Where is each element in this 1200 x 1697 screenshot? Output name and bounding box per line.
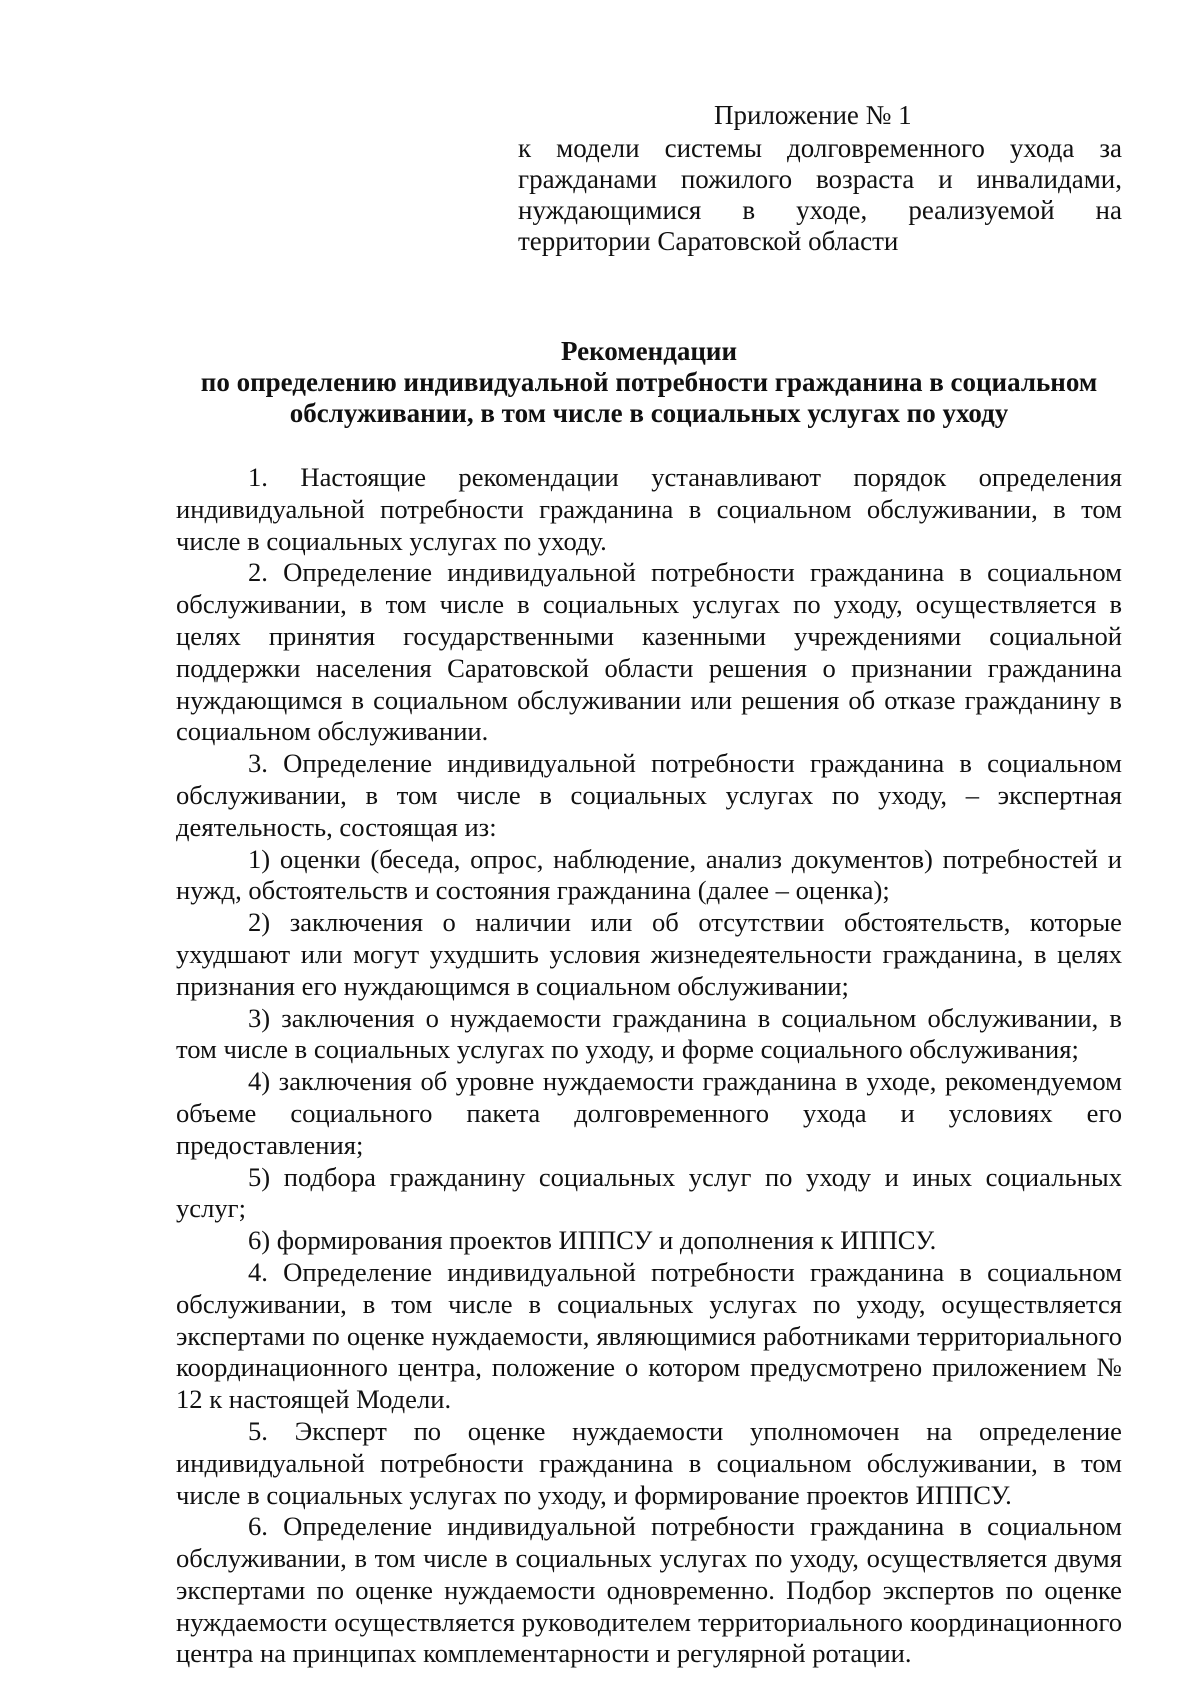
list-item-1: 1) оценки (беседа, опрос, наблюдение, анализ документов) потребностей и нужд, обстоятельств и состояния гражданина (далее – оценка);: [176, 843, 1122, 906]
list-item-6: 6) формирования проектов ИППСУ и дополнения к ИППСУ.: [248, 1225, 937, 1256]
appendix-description: к модели системы долговременного ухода за гражданами пожилого возраста и инвалидами, нуждающимися в уходе, реализуемой на территории Саратовской области: [518, 133, 1122, 256]
paragraph-1: 1. Настоящие рекомендации устанавливают порядок определения индивидуальной потребности гражданина в социальном обслуживании, в том числе в социальных услугах по уходу.: [176, 462, 1122, 556]
paragraph-6: 6. Определение индивидуальной потребности гражданина в социальном обслуживании, в том числе в социальных услугах по уходу, осуществляется двумя экспертами по оценке нуждаемости одновременно. Подбор экспертов по оценке нуждаемости осуществляется руководителем территориального координационного центра на принципах комплементарности и регулярной ротации.: [176, 1511, 1122, 1669]
title-main: Рекомендации: [560, 336, 738, 366]
appendix-number: Приложение № 1: [714, 100, 912, 130]
appendix-header: [518, 100, 1122, 257]
list-item-5: 5) подбора гражданину социальных услуг по уходу и иных социальных услуг;: [176, 1161, 1122, 1224]
paragraph-5: 5. Эксперт по оценке нуждаемости уполномочен на определение индивидуальной потребности гражданина в социальном обслуживании, в том числе в социальных услугах по уходу, и формирование проектов ИППСУ.: [176, 1415, 1122, 1510]
document-title: [176, 336, 1122, 429]
list-item-3: 3) заключения о нуждаемости гражданина в социальном обслуживании, в том числе в социальных услугах по уходу, и форме социального обслуживания;: [176, 1002, 1122, 1065]
paragraph-3: 3. Определение индивидуальной потребности гражданина в социальном обслуживании, в том числе в социальных услугах по уходу, – экспертная деятельность, состоящая из:: [176, 748, 1122, 842]
list-item-4: 4) заключения об уровне нуждаемости гражданина в уходе, рекомендуемом объеме социального пакета долговременного ухода и условиях его предоставления;: [176, 1066, 1122, 1160]
title-subtitle: по определению индивидуальной потребности гражданина в социальном обслуживании, в том числе в социальных услугах по уходу: [200, 367, 1098, 428]
paragraph-4: 4. Определение индивидуальной потребности гражданина в социальном обслуживании, в том числе в социальных услугах по уходу, осуществляется экспертами по оценке нуждаемости, являющимися работниками территориального координационного центра, положение о котором предусмотрено приложением № 12 к настоящей Модели.: [176, 1256, 1122, 1415]
document-body: [176, 462, 1122, 1670]
paragraph-2: 2. Определение индивидуальной потребности гражданина в социальном обслуживании, в том числе в социальных услугах по уходу, осуществляется в целях принятия государственными казенными учреждениями социальной поддержки населения Саратовской области решения о признании гражданина нуждающимся в социальном обслуживании или решения об отказе гражданину в социальном обслуживании.: [176, 557, 1122, 747]
list-item-2: 2) заключения о наличии или об отсутствии обстоятельств, которые ухудшают или могут ухудшить условия жизнедеятельности гражданина, в целях признания его нуждающимся в социальном обслуживании;: [176, 907, 1122, 1001]
